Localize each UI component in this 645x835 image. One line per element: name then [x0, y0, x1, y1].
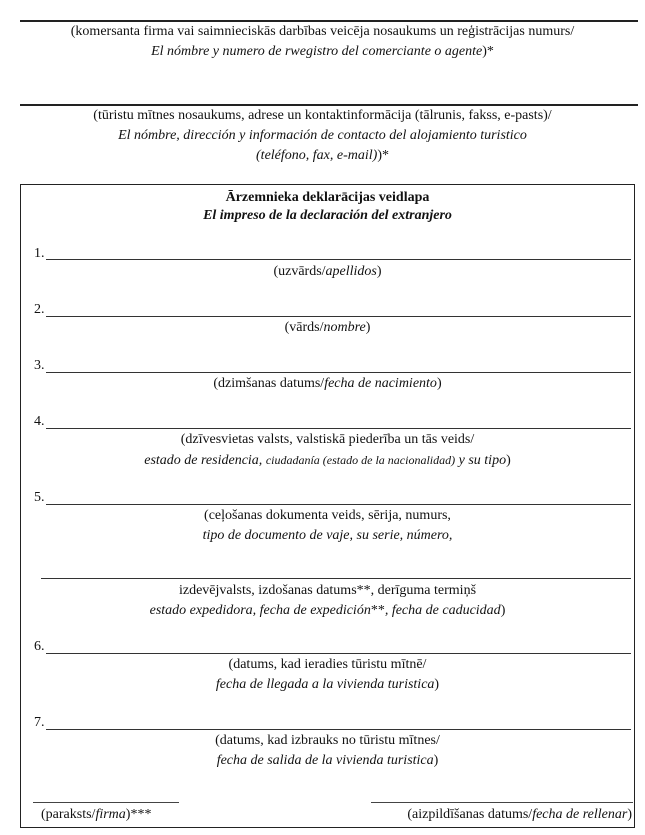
form-title-lv: Ārzemnieka deklarācijas veidlapa [225, 190, 430, 205]
field-3-number: 3. [34, 358, 45, 373]
declaration-form [20, 184, 635, 828]
field-4-caption-es-a: estado de residencia, [144, 453, 266, 468]
field-1-caption-end: ) [376, 264, 382, 279]
field-5-caption2-es-stars: ** [370, 603, 385, 618]
field-3-caption-end: ) [436, 376, 442, 391]
signature-caption-end: )*** [125, 807, 152, 822]
field-2-caption-lv: (vārds/ [284, 320, 324, 335]
lodging-caption-es1: El nómbre, dirección y información de contacto del alojamiento turistico [118, 128, 527, 143]
field-3-caption-es: fecha de nacimiento [324, 376, 437, 391]
field-5-caption [21, 506, 634, 546]
field-3-input-line[interactable] [46, 372, 631, 373]
field-7-caption-lv: (datums, kad izbrauks no tūristu mītnes/ [215, 733, 440, 748]
field-1-caption [21, 262, 634, 282]
field-5-caption2-es-a: estado expedidora, fecha de expedición [149, 603, 371, 618]
field-5-caption-es: tipo de documento de vaje, su serie, número, [202, 528, 453, 543]
field-1-caption-es: apellidos [325, 264, 377, 279]
field-7-caption-end: ) [433, 753, 439, 768]
merchant-caption [0, 22, 645, 62]
fill-date-caption-es: fecha de rellenar [532, 807, 628, 822]
lodging-caption-es2-line [0, 146, 645, 166]
field-5-caption2-lv: izdevējvalsts, izdošanas datums**, derīguma termiņš [178, 583, 477, 598]
field-5-caption2-es-b: , fecha de caducidad [384, 603, 501, 618]
field-3-caption-lv: (dzimšanas datums/ [213, 376, 325, 391]
field-4-caption-es-line [21, 450, 634, 471]
lodging-caption-end: )* [377, 148, 389, 163]
field-5-number: 5. [34, 490, 45, 505]
signature-caption [41, 805, 151, 825]
merchant-caption-lv: (komersanta firma vai saimnieciskās darbības veicēja nosaukums un reģistrācijas numurs/ [70, 24, 575, 39]
field-2-caption-es: nombre [323, 320, 366, 335]
signature-line[interactable] [33, 802, 179, 803]
field-3-caption [21, 374, 634, 394]
field-4-caption-es-c: y su tipo [455, 453, 507, 468]
field-4-number: 4. [34, 414, 45, 429]
field-2-caption [21, 318, 634, 338]
field-7-caption-es-line [21, 751, 634, 771]
field-6-caption-end: ) [434, 677, 440, 692]
lodging-caption-es2: (teléfono, fax, e-mail) [256, 148, 378, 163]
field-5-input-line[interactable] [46, 504, 631, 505]
merchant-caption-es: El nómbre y numero de rwegistro del comerciante o agente [151, 44, 483, 59]
field-5-second-input-line[interactable] [41, 578, 631, 579]
field-6-caption [21, 655, 634, 695]
field-5-caption2-es-line [21, 601, 634, 621]
fill-date-line[interactable] [371, 802, 633, 803]
field-4-caption-es-b: ciudadanía (estado de la nacionalidad) [265, 453, 456, 467]
fill-date-caption-lv: (aizpildīšanas datums/ [407, 807, 533, 822]
fill-date-caption [407, 805, 632, 825]
field-6-number: 6. [34, 639, 45, 654]
field-7-number: 7. [34, 715, 45, 730]
field-4-input-line[interactable] [46, 428, 631, 429]
field-6-caption-lv: (datums, kad ieradies tūristu mītnē/ [228, 657, 427, 672]
field-7-caption [21, 731, 634, 771]
field-1-number: 1. [34, 246, 45, 261]
lodging-caption [0, 106, 645, 166]
field-2-number: 2. [34, 302, 45, 317]
field-4-caption [21, 430, 634, 471]
lodging-caption-lv: (tūristu mītnes nosaukums, adrese un kontaktinformācija (tālrunis, fakss, e-pasts)/ [93, 108, 552, 123]
merchant-caption-es-line [0, 42, 645, 62]
fill-date-caption-end: ) [627, 807, 632, 822]
field-4-caption-end: ) [506, 453, 511, 468]
field-6-caption-es: fecha de llegada a la vivienda turistica [215, 677, 435, 692]
field-5-caption-lv: (ceļošanas dokumenta veids, sērija, numurs, [204, 508, 451, 523]
field-4-caption-lv: (dzīvesvietas valsts, valstiskā piederība un tās veids/ [180, 432, 475, 447]
field-7-caption-es: fecha de salida de la vivienda turistica [216, 753, 434, 768]
field-5-caption-2 [21, 581, 634, 621]
field-6-caption-es-line [21, 675, 634, 695]
form-title-es: El impreso de la declaración del extranjero [203, 208, 452, 223]
signature-caption-lv: (paraksts/ [41, 807, 96, 822]
signature-caption-es: firma [95, 807, 126, 822]
field-1-input-line[interactable] [46, 259, 631, 260]
field-2-caption-end: ) [365, 320, 371, 335]
field-2-input-line[interactable] [46, 316, 631, 317]
field-5-caption2-end: ) [500, 603, 506, 618]
field-7-input-line[interactable] [46, 729, 631, 730]
merchant-caption-end: )* [482, 44, 494, 59]
field-6-input-line[interactable] [46, 653, 631, 654]
field-1-caption-lv: (uzvārds/ [273, 264, 326, 279]
